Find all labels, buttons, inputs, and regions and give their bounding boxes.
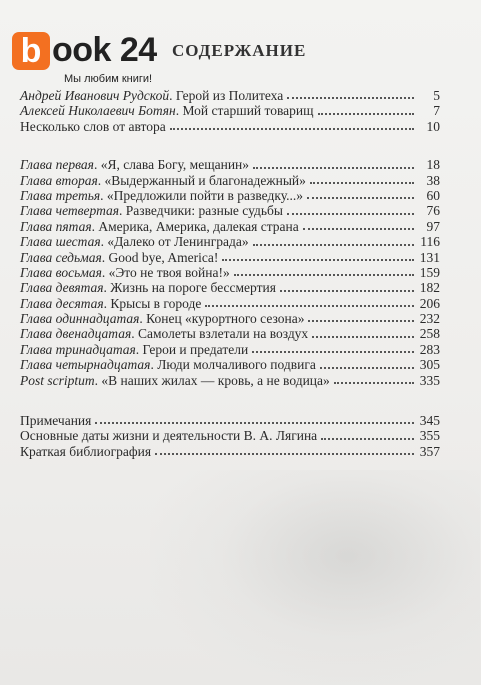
toc-entry (20, 296, 440, 311)
toc-entry-label (20, 250, 218, 265)
toc-entry-label (20, 219, 299, 234)
toc-entry-label (20, 311, 304, 326)
toc-entry-chapter: Post scriptum (20, 372, 95, 388)
leader-dots (320, 366, 414, 369)
leader-dots (334, 381, 414, 384)
toc-entry-label (20, 203, 283, 218)
toc-entry-title: . Люди молчаливого подвига (150, 357, 316, 373)
toc-entry-chapter: Глава четырнадцатая (20, 357, 151, 373)
toc-entry-page: 131 (419, 249, 440, 265)
leader-dots (155, 452, 414, 455)
toc-entry-label (20, 234, 249, 249)
toc-entry (20, 265, 440, 280)
toc-entry (20, 203, 440, 218)
toc-entry (20, 119, 440, 134)
toc-entry-title: . «В наших жилах — кровь, а не водица» (94, 372, 330, 388)
leader-dots (222, 258, 414, 261)
toc-entry-chapter: Глава девятая (20, 280, 104, 296)
toc-chapters (20, 157, 440, 388)
toc-entry-page: 355 (419, 428, 440, 444)
toc-entry (20, 357, 440, 372)
toc-entry-page: 283 (419, 341, 440, 357)
toc-entry-title: Основные даты жизни и деятельности В. А. Лягина (20, 428, 318, 444)
toc-entry-title: . Good bye, America! (101, 249, 219, 265)
toc-entry-page: 10 (426, 118, 440, 134)
leader-dots (252, 350, 414, 353)
toc-entry-title: . «Далеко от Ленинграда» (100, 234, 249, 250)
toc-entry-chapter: Глава десятая (20, 295, 104, 311)
toc-entry (20, 326, 440, 341)
toc-entry (20, 413, 440, 428)
toc-entry-label (20, 88, 283, 103)
leader-dots (303, 227, 414, 230)
toc-entry-label (20, 157, 249, 172)
toc-entry-label (20, 188, 303, 203)
toc-entry-title: . Мой старший товарищ (175, 103, 314, 119)
toc-entry-page: 206 (419, 295, 440, 311)
toc-entry-label (20, 173, 306, 188)
toc-entry-label (20, 342, 248, 357)
toc-entry-title: Несколько слов от автора (20, 118, 166, 134)
scan-shadow (150, 470, 480, 685)
toc-entry-chapter: Глава тринадцатая (20, 341, 136, 357)
leader-dots (312, 335, 414, 338)
toc-entry-title: . «Предложили пойти в разведку...» (100, 187, 304, 203)
toc-entry (20, 342, 440, 357)
toc-entry-title: . Самолеты взлетали на воздух (131, 326, 309, 342)
leader-dots (95, 421, 414, 424)
leader-dots (253, 243, 414, 246)
toc-entry-label (20, 413, 91, 428)
toc-entry-page: 60 (426, 187, 440, 203)
table-of-contents (20, 88, 440, 459)
toc-entry (20, 373, 440, 388)
toc-entry-title: . «Я, слава Богу, мещанин» (93, 157, 250, 173)
toc-entry-title: . Жизнь на пороге бессмертия (103, 280, 276, 296)
toc-entry-label (20, 357, 316, 372)
toc-entry (20, 103, 440, 118)
toc-entry (20, 428, 440, 443)
toc-entry-title: Примечания (20, 413, 92, 429)
toc-entry-label (20, 119, 166, 134)
toc-entry-chapter: Глава первая (20, 157, 94, 173)
toc-entry-chapter: Глава двенадцатая (20, 326, 132, 342)
leader-dots (205, 304, 414, 307)
toc-entry-title: . «Это не твоя война!» (101, 264, 230, 280)
toc-entry-label (20, 296, 201, 311)
leader-dots (318, 112, 414, 115)
toc-entry-chapter: Глава вторая (20, 172, 98, 188)
toc-entry-label (20, 428, 317, 443)
book24-logo-icon: b (12, 32, 50, 70)
toc-entry-label (20, 444, 151, 459)
leader-dots (321, 437, 414, 440)
toc-entry-chapter: Глава седьмая (20, 249, 102, 265)
toc-entry-title: . Герои и предатели (135, 341, 249, 357)
toc-entry-title: Краткая библиография (20, 443, 152, 459)
toc-entry-page: 7 (433, 103, 440, 119)
leader-dots (287, 96, 414, 99)
toc-entry (20, 219, 440, 234)
toc-entry-page: 5 (433, 88, 440, 103)
toc-entry-label (20, 103, 314, 118)
toc-entry-page: 159 (419, 264, 440, 280)
toc-entry-page: 345 (419, 413, 440, 429)
toc-entry-title: . Америка, Америка, далекая страна (91, 218, 299, 234)
toc-entry-page: 305 (419, 357, 440, 373)
toc-entry-page: 38 (426, 172, 440, 188)
toc-entry-title: . Конец «курортного сезона» (139, 311, 305, 327)
leader-dots (287, 212, 414, 215)
logo-tagline: Мы любим книги! (64, 73, 153, 85)
toc-entry-page: 182 (419, 280, 440, 296)
toc-entry-title: . Крысы в городе (103, 295, 202, 311)
toc-entry-label (20, 280, 276, 295)
leader-dots (307, 196, 414, 199)
leader-dots (253, 166, 414, 169)
toc-front-matter (20, 88, 440, 134)
page-title: СОДЕРЖАНИЕ (172, 41, 307, 60)
toc-entry-page: 232 (419, 311, 440, 327)
toc-entry (20, 88, 440, 103)
toc-entry-page: 258 (419, 326, 440, 342)
toc-entry-chapter: Глава четвертая (20, 203, 120, 219)
toc-entry (20, 234, 440, 249)
toc-entry-page: 97 (426, 218, 440, 234)
toc-entry-label (20, 326, 308, 341)
logo-wordmark: ook 24 (52, 31, 157, 69)
toc-entry-chapter: Глава шестая (20, 234, 101, 250)
toc-back-matter (20, 413, 440, 459)
toc-entry-chapter: Глава одиннадцатая (20, 311, 140, 327)
leader-dots (310, 181, 414, 184)
toc-entry-title: . Герой из Политеха (169, 88, 284, 103)
toc-entry (20, 311, 440, 326)
toc-entry (20, 444, 440, 459)
toc-entry (20, 250, 440, 265)
toc-entry-chapter: Глава пятая (20, 218, 92, 234)
leader-dots (280, 289, 414, 292)
toc-entry (20, 173, 440, 188)
toc-entry-page: 335 (419, 372, 440, 388)
toc-entry-author: Андрей Иванович Рудской (20, 88, 170, 103)
toc-entry-page: 116 (420, 234, 440, 250)
toc-entry-page: 76 (426, 203, 440, 219)
toc-entry-title: . Разведчики: разные судьбы (119, 203, 283, 219)
leader-dots (170, 127, 414, 130)
toc-entry-label (20, 265, 230, 280)
toc-entry-label (20, 373, 330, 388)
toc-entry-page: 18 (426, 157, 440, 173)
toc-entry-chapter: Глава восьмая (20, 264, 102, 280)
toc-entry (20, 280, 440, 295)
toc-entry (20, 188, 440, 203)
toc-entry-title: . «Выдержанный и благонадежный» (97, 172, 306, 188)
toc-entry (20, 157, 440, 172)
toc-entry-author: Алексей Николаевич Ботян (20, 103, 176, 119)
toc-entry-chapter: Глава третья (20, 187, 101, 203)
toc-entry-page: 357 (419, 443, 440, 459)
leader-dots (234, 273, 414, 276)
leader-dots (308, 319, 414, 322)
